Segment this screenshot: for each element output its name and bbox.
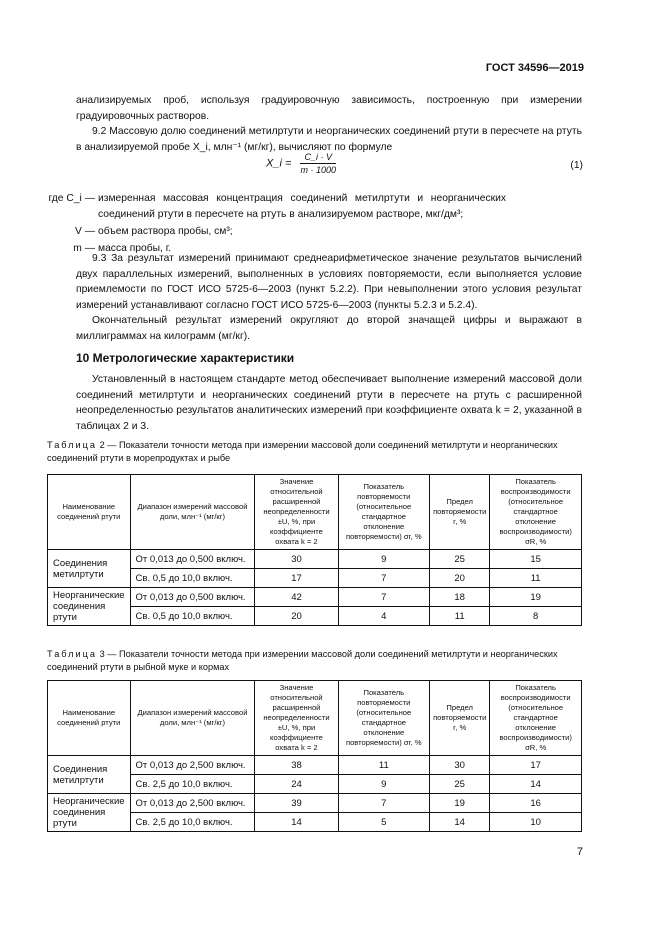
table-header: Диапазон измерений массовой доли, млн⁻¹ (мг/кг)	[130, 681, 255, 756]
value-cell: 5	[338, 813, 430, 832]
value-cell: 17	[490, 756, 582, 775]
value-cell: 24	[255, 775, 338, 794]
table-header: Значение относительной расширенной неопределенности ±U, %, при коэффициенте охвата k = 2	[255, 475, 338, 550]
table-caption-text: 3 — Показатели точности метода при измерении массовой доли соединений метилртути и неорганических соединений ртути в рыбной муке и кормах	[47, 649, 558, 672]
formula-number: (1)	[570, 160, 583, 171]
value-cell: 14	[430, 813, 490, 832]
range-cell: От 0,013 до 2,500 включ.	[130, 756, 255, 775]
table-header: Показатель повторяемости (относительное стандартное отклонение повторяемости) σr, %	[338, 475, 430, 550]
section-10-title: 10 Метрологические характеристики	[76, 351, 295, 365]
table-3-caption	[47, 648, 582, 674]
value-cell: 15	[490, 550, 582, 569]
value-cell: 42	[255, 588, 338, 607]
compound-name-cell: Соединения метилртути	[48, 550, 131, 588]
value-cell: 7	[338, 794, 430, 813]
paragraph-10: Установленный в настоящем стандарте метод обеспечивает выполнение измерений массовой доли соединений метилртути и неорганических соединений ртути в пересчете на ртуть с расширенной неопределенностью результатов аналитических измерений при коэффициенте охвата k = 2, указанной в таблицах 2 и 3.	[76, 374, 582, 432]
table-header: Наименование соединений ртути	[48, 681, 131, 756]
value-cell: 11	[490, 569, 582, 588]
table-header: Показатель воспроизводимости (относительное стандартное отклонение воспроизводимости) σR, %	[490, 475, 582, 550]
value-cell: 7	[338, 569, 430, 588]
formula-fraction	[300, 152, 336, 175]
value-cell: 4	[338, 607, 430, 626]
range-cell: От 0,013 до 0,500 включ.	[130, 588, 255, 607]
table-header: Предел повторяемости r, %	[430, 681, 490, 756]
where-symbol: m —	[73, 243, 95, 254]
page-number: 7	[576, 846, 583, 858]
formula-1	[266, 152, 336, 175]
value-cell: 20	[430, 569, 490, 588]
value-cell: 39	[255, 794, 338, 813]
compound-name-cell: Неорганические соединения ртути	[48, 794, 131, 832]
value-cell: 7	[338, 588, 430, 607]
value-cell: 9	[338, 550, 430, 569]
table-header: Диапазон измерений массовой доли, млн⁻¹ (мг/кг)	[130, 475, 255, 550]
value-cell: 19	[490, 588, 582, 607]
table-header: Предел повторяемости r, %	[430, 475, 490, 550]
table-header: Наименование соединений ртути	[48, 475, 131, 550]
compound-name-cell: Неорганические соединения ртути	[48, 588, 131, 626]
range-cell: От 0,013 до 2,500 включ.	[130, 794, 255, 813]
formula-lhs: X_i =	[266, 157, 292, 170]
paragraph-9-3: 9.3 За результат измерений принимают среднеарифметическое значение результатов вычислений двух параллельных измерений, выполненных в условиях повторяемости, если выполняется условие приемлемости по ГОСТ ИСО 5725-6—2003 (пункт 5.2.2). При невыполнении этого условия результат измерений устанавливают согласно ГОСТ ИСО 5725-6—2003 (пункты 5.2.3 и 5.2.4).	[76, 253, 582, 311]
table-header: Показатель повторяемости (относительное стандартное отклонение повторяемости) σr, %	[338, 681, 430, 756]
table-2	[47, 474, 582, 626]
value-cell: 30	[430, 756, 490, 775]
value-cell: 19	[430, 794, 490, 813]
value-cell: 14	[255, 813, 338, 832]
range-cell: Св. 2,5 до 10,0 включ.	[130, 813, 255, 832]
value-cell: 11	[430, 607, 490, 626]
document-code: ГОСТ 34596—2019	[485, 62, 584, 74]
table-row	[48, 550, 582, 569]
value-cell: 38	[255, 756, 338, 775]
value-cell: 14	[490, 775, 582, 794]
value-cell: 30	[255, 550, 338, 569]
value-cell: 17	[255, 569, 338, 588]
where-description: измеренная массовая концентрация соединений метилртути и неорганических соединений ртути в пересчете на ртуть в анализируемом растворе, мкг/дм³;	[98, 193, 506, 220]
paragraph-final-result: Окончательный результат измерений округляют до второй значащей цифры и выражают в миллиграммах на килограмм (мг/кг).	[76, 315, 582, 342]
table-caption-text: 2 — Показатели точности метода при измерении массовой доли соединений метилртути и неорганических соединений ртути в морепродуктах и рыбе	[47, 440, 558, 463]
value-cell: 20	[255, 607, 338, 626]
range-cell: Св. 0,5 до 10,0 включ.	[130, 607, 255, 626]
value-cell: 10	[490, 813, 582, 832]
where-description: объем раствора пробы, см³;	[98, 226, 233, 237]
value-cell: 25	[430, 775, 490, 794]
value-cell: 18	[430, 588, 490, 607]
paragraph-9-2: 9.2 Массовую долю соединений метилртути и неорганических соединений ртути в пересчете на ртуть в анализируемой пробе X_i, млн⁻¹ (мг/кг), вычисляют по формуле	[76, 126, 582, 153]
table-header: Показатель воспроизводимости (относительное стандартное отклонение воспроизводимости) σR, %	[490, 681, 582, 756]
table-2-caption	[47, 439, 582, 465]
range-cell: Св. 2,5 до 10,0 включ.	[130, 775, 255, 794]
range-cell: Св. 0,5 до 10,0 включ.	[130, 569, 255, 588]
where-description: масса пробы, г.	[98, 243, 172, 254]
table-header: Значение относительной расширенной неопределенности ±U, %, при коэффициенте охвата k = 2	[255, 681, 338, 756]
formula-denominator: m · 1000	[300, 165, 336, 175]
paragraph-continuation: анализируемых проб, используя градуировочную зависимость, построенную при измерении градуировочных растворов.	[76, 95, 582, 122]
value-cell: 9	[338, 775, 430, 794]
table-row	[48, 588, 582, 607]
formula-numerator: C_i · V	[300, 152, 336, 164]
range-cell: От 0,013 до 0,500 включ.	[130, 550, 255, 569]
where-symbol: где C_i —	[48, 193, 95, 204]
value-cell: 16	[490, 794, 582, 813]
value-cell: 25	[430, 550, 490, 569]
table-caption-label: Таблица	[47, 649, 98, 659]
table-row	[48, 794, 582, 813]
table-3	[47, 680, 582, 832]
table-caption-label: Таблица	[47, 440, 98, 450]
value-cell: 11	[338, 756, 430, 775]
compound-name-cell: Соединения метилртути	[48, 756, 131, 794]
value-cell: 8	[490, 607, 582, 626]
table-row	[48, 756, 582, 775]
where-symbol: V —	[74, 226, 95, 237]
